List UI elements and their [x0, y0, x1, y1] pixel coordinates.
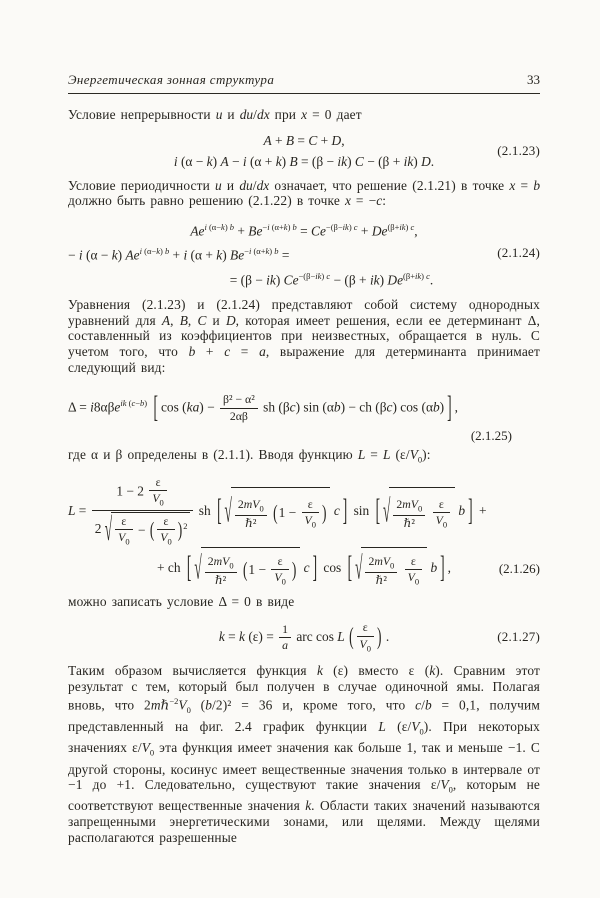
running-header-title: Энергетическая зонная структура: [68, 72, 275, 87]
header-rule: [68, 93, 540, 94]
equation-line: L = 1 − 2 $\frac{\varepsilon}{V_0}$ 2 √ $\frac{\varepsilon}{V_0}$ − ( $\frac{\varepsilon}{V_0}$ )$^2$ sh [ √ $\frac{2mV_0}{\text{ℏ²}}$ (1 − $\frac{\varepsilon}{V_0}$ ) c ] sin [ √ $\frac{2mV_0}{\text{ℏ²}}$ $\frac{\varepsilon}{V_0}$ b ] +: [68, 474, 487, 547]
equation-line: = (β − ik) $Ce^{-(\beta-ik) c} - (\beta + ik)$ $De^{(\beta+ik) c}$.: [229, 270, 434, 288]
equation-number-2-1-23: (2.1.23): [497, 142, 540, 158]
equation-2-1-25: [68, 384, 540, 444]
equation-2-1-24: [68, 217, 540, 290]
equation-number-2-1-25: (2.1.25): [470, 427, 512, 443]
equation-2-1-23: [68, 130, 540, 172]
page-content: [68, 72, 540, 845]
equation-line: k = k (ε) = $\frac{1}{a}$ arc cos L ( $\frac{\varepsilon}{V_0}$ ) .: [218, 620, 390, 654]
paragraph-where-alpha-beta: где α и β определены в (2.1.1). Вводя функцию L = L $(\varepsilon/V_0)$:: [68, 446, 431, 465]
equation-line: $Ae^{i (\alpha-k) b} + Be^{-i (\alpha+k) b} = Ce^{-(\beta-ik) c} + De^{(\beta+ik) c}$,: [190, 221, 418, 239]
equation-line: i (α − k) A − i (α + k) B = (β − ik) C − (β + ik) D.: [173, 153, 435, 169]
equation-line: − i (α − k) $Ae^{i (\alpha-k) b} + i$ (α + k) $Be^{-i (\alpha+k) b}$ =: [68, 246, 290, 263]
equation-line-content: + ch [ √ $\frac{2mV_0}{\text{ℏ²}}$ (1 − $\frac{\varepsilon}{V_0}$ ) c ] cos [ √ $\frac{2mV_0}{\text{ℏ²}}$ $\frac{\varepsilon}{V_0}$ b ] ,: [157, 560, 451, 575]
equation-number-2-1-24: (2.1.24): [497, 245, 540, 261]
page-number: 33: [527, 72, 540, 87]
equation-line: Δ = i8αβe$^{ik (c-b)}$ [ cos (ka) − $\frac{\text{β² − α²}}{2\alpha\beta}$ sh (βc) sin (αb) − ch (βc) cos (αb) ] ,: [68, 389, 458, 424]
running-header: [68, 72, 540, 88]
equation-2-1-27: [68, 620, 540, 654]
paragraph-band-discussion: Таким образом вычисляется функция k (ε) вместо ε (k). Сравним этот результат с тем, который был получен в случае одиночной ямы. Полагая вновь, что $2m\hbar^{-2}V_0$ (b/2)² = 36 и, кроме того, что c/b = 0,1, получим представленный на фиг. 2.4 график функции L $(\varepsilon/V_0)$. При некоторых значениях $\varepsilon/V_0$ эта функция имеет значения как больше 1, так и меньше −1. С другой стороны, косинус имеет вещественные значения только в интервале от −1 до +1. Следовательно, существуют такие значения $\varepsilon/V_0$, которым не соответствуют вещественные значения k. Области таких значений называются запрещенными энергетическими зонами, или щелями. Между щелями располагаются разрешенные: [68, 663, 541, 845]
paragraph-condition-delta-zero: можно записать условие Δ = 0 в виде: [68, 594, 295, 610]
equation-2-1-26: [68, 476, 540, 590]
paragraph-determinant: Уравнения (2.1.23) и (2.1.24) представляют собой систему однородных уравнений для A, B, C и D, которая имеет решения, если ее детерминант Δ, составленный из коэффициентов при неизвестных, обращается в нуль. С учетом того, что b + c = a, выражение для детерминанта принимает следующий вид:: [68, 297, 541, 375]
equation-line: [68, 547, 540, 590]
equation-number-2-1-26: (2.1.26): [498, 560, 540, 576]
paragraph-periodicity-condition: Условие периодичности u и du/dx означает, что решение (2.1.21) в точке x = b должно быть равно решению (2.1.22) в точке x = −c:: [68, 177, 541, 209]
equation-number-2-1-27: (2.1.27): [497, 628, 540, 644]
equation-line: A + B = C + D,: [263, 132, 345, 148]
paragraph-continuity-condition: Условие непрерывности u и du/dx при x = 0 дает: [68, 107, 362, 122]
